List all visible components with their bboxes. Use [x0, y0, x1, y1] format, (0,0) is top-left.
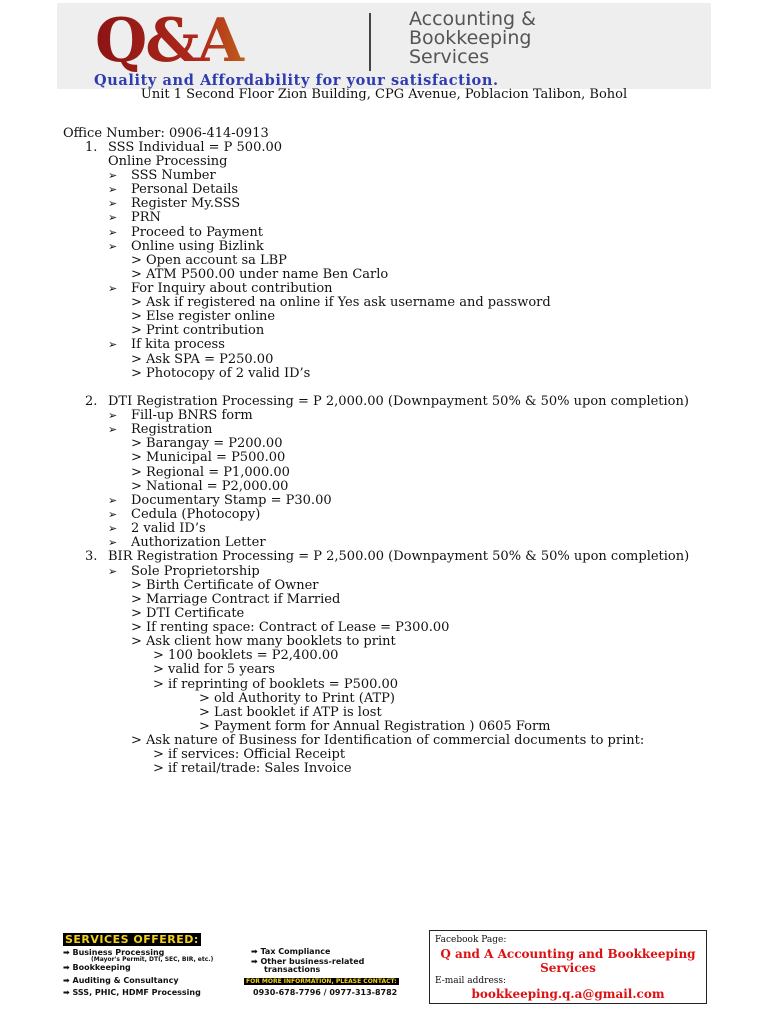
requirement-item [108, 240, 264, 254]
detail-line [153, 748, 345, 762]
requirement-item [108, 536, 266, 550]
service-item: ➡ Business Processing [63, 948, 165, 957]
detail-line [131, 635, 396, 649]
facebook-label: Facebook Page: [435, 935, 507, 945]
service-item: ➡ Tax Compliance [251, 947, 331, 956]
line-text: > Print contribution [131, 323, 265, 338]
line-text: If kita process [131, 337, 225, 352]
service-item-cont: transactions [264, 965, 321, 974]
letterhead [57, 3, 711, 89]
tagline: Quality and Affordability for your satisfaction. [94, 72, 499, 89]
detail-line [131, 437, 282, 451]
requirement-item [108, 423, 212, 437]
line-text: > Municipal = P500.00 [131, 450, 286, 465]
detail-line [131, 353, 273, 367]
header-divider [369, 13, 371, 71]
contact-box [429, 930, 707, 1004]
line-text: > Marriage Contract if Married [131, 592, 341, 607]
arrow-bullet-icon: ➢ [108, 226, 118, 239]
line-text: > Photocopy of 2 valid ID’s [131, 366, 311, 381]
detail-line [199, 706, 382, 720]
company-name-line-2: Bookkeeping [409, 27, 532, 49]
line-text: > Payment form for Annual Registration ) 0605 Form [199, 719, 551, 734]
line-text: Online using Bizlink [131, 239, 264, 254]
arrow-bullet-icon: ➢ [108, 169, 118, 182]
requirement-item [108, 522, 206, 536]
service-item: ➡ Bookkeeping [63, 963, 131, 972]
line-text: Sole Proprietorship [131, 564, 260, 579]
detail-line [131, 268, 388, 282]
arrow-bullet-icon: ➢ [108, 565, 118, 578]
requirement-item [108, 338, 225, 352]
facebook-page-name: Q and A Accounting and Bookkeeping [440, 947, 696, 961]
line-text: > Ask client how many booklets to print [131, 634, 396, 649]
line-text: SSS Individual = P 500.00 [108, 140, 283, 155]
line-text: BIR Registration Processing = P 2,500.00 (Downpayment 50% & 50% upon completion) [108, 549, 690, 564]
services-offered-title: SERVICES OFFERED: [65, 933, 199, 946]
arrow-bullet-icon: ➢ [108, 183, 118, 196]
detail-line [131, 324, 264, 338]
arrow-bullet-icon: ➢ [108, 494, 118, 507]
detail-line [153, 649, 338, 663]
office-address: Unit 1 Second Floor Zion Building, CPG Avenue, Poblacion Talibon, Bohol [140, 87, 628, 102]
arrow-bullet-icon: ➢ [108, 240, 118, 253]
arrow-bullet-icon: ➢ [108, 338, 118, 351]
company-name [409, 10, 536, 67]
line-text: > if services: Official Receipt [153, 747, 346, 762]
line-text: Registration [131, 422, 213, 437]
line-text: > Ask SPA = P250.00 [131, 352, 274, 367]
line-text: > National = P2,000.00 [131, 479, 289, 494]
facebook-page-name-cont: Services [540, 961, 596, 975]
detail-line [153, 762, 352, 776]
service-item: ➡ SSS, PHIC, HDMF Processing [63, 988, 201, 997]
detail-line [131, 593, 340, 607]
company-logo [95, 5, 335, 77]
logo-text: Q&A [95, 5, 335, 77]
detail-line [153, 663, 275, 677]
line-text: PRN [131, 210, 161, 225]
arrow-bullet-icon: ➢ [108, 282, 118, 295]
arrow-bullet-icon: ➢ [108, 508, 118, 521]
line-text: > DTI Certificate [131, 606, 245, 621]
list-number: 2. [85, 394, 98, 409]
line-text: > Regional = P1,000.00 [131, 465, 290, 480]
arrow-bullet-icon: ➢ [108, 522, 118, 535]
company-name-line-1: Accounting & [409, 8, 536, 30]
line-text: > Open account sa LBP [131, 253, 287, 268]
detail-line [131, 254, 287, 268]
line-text: > ATM P500.00 under name Ben Carlo [131, 267, 389, 282]
email-address[interactable]: bookkeeping.q.a@gmail.com [471, 987, 665, 1001]
line-text: > Birth Certificate of Owner [131, 578, 319, 593]
detail-line [199, 692, 395, 706]
line-text: Fill-up BNRS form [131, 408, 253, 423]
requirement-item [108, 169, 216, 183]
requirement-item [108, 183, 238, 197]
detail-line [131, 480, 288, 494]
detail-line [131, 367, 310, 381]
line-text: For Inquiry about contribution [131, 281, 333, 296]
services-offered-banner [63, 930, 423, 1002]
detail-line [131, 734, 644, 748]
service-heading [85, 550, 689, 564]
line-text: > if reprinting of booklets = P500.00 [153, 677, 399, 692]
requirement-item [108, 197, 240, 211]
line-text: Online Processing [108, 154, 228, 169]
service-item-note: (Mayor's Permit, DTI, SEC, BIR, etc.) [91, 956, 214, 963]
line-text: > If renting space: Contract of Lease = P300.00 [131, 620, 450, 635]
detail-line [131, 579, 319, 593]
arrow-bullet-icon: ➢ [108, 536, 118, 549]
line-text: SSS Number [131, 168, 216, 183]
line-text: Authorization Letter [131, 535, 266, 550]
line-text: > if retail/trade: Sales Invoice [153, 761, 352, 776]
detail-line [131, 310, 275, 324]
contact-phones: 0930-678-7796 / 0977-313-8782 [253, 988, 398, 997]
line-text: > old Authority to Print (ATP) [199, 691, 395, 706]
arrow-bullet-icon: ➢ [108, 197, 118, 210]
line-text: 2 valid ID’s [131, 521, 206, 536]
line-text: > Last booklet if ATP is lost [199, 705, 382, 720]
line-text: Proceed to Payment [131, 225, 263, 240]
line-text: Personal Details [131, 182, 239, 197]
requirement-item [108, 508, 260, 522]
detail-line [199, 720, 551, 734]
line-text: > 100 booklets = P2,400.00 [153, 648, 339, 663]
company-name-line-3: Services [409, 46, 490, 68]
line-text: > Ask nature of Business for Identification of commercial documents to print: [131, 733, 645, 748]
detail-line [108, 155, 228, 169]
requirement-item [108, 226, 263, 240]
detail-line [131, 296, 551, 310]
requirement-item [108, 282, 333, 296]
detail-line [131, 451, 285, 465]
requirement-item [108, 494, 332, 508]
email-label: E-mail address: [435, 976, 507, 986]
detail-line [131, 466, 290, 480]
list-number: 3. [85, 549, 98, 564]
line-text: Documentary Stamp = P30.00 [131, 493, 332, 508]
line-text: > Barangay = P200.00 [131, 436, 283, 451]
detail-line [131, 607, 244, 621]
line-text: > Ask if registered na online if Yes ask username and password [131, 295, 551, 310]
list-number: 1. [85, 140, 98, 155]
requirement-item [108, 565, 260, 579]
requirement-item [108, 409, 253, 423]
office-number: Office Number: 0906-414-0913 [63, 126, 269, 141]
service-item: ➡ Other business-related [251, 957, 365, 966]
arrow-bullet-icon: ➢ [108, 211, 118, 224]
line-text: Register My.SSS [131, 196, 241, 211]
arrow-bullet-icon: ➢ [108, 423, 118, 436]
line-text: DTI Registration Processing = P 2,000.00 (Downpayment 50% & 50% upon completion) [108, 394, 689, 409]
service-heading [85, 141, 282, 155]
service-heading [85, 395, 689, 409]
detail-line [153, 678, 398, 692]
service-item: ➡ Auditing & Consultancy [63, 976, 179, 985]
line-text: > valid for 5 years [153, 662, 275, 677]
arrow-bullet-icon: ➢ [108, 409, 118, 422]
more-info-label: FOR MORE INFORMATION, PLEASE CONTACT: [246, 978, 397, 985]
line-text: Cedula (Photocopy) [131, 507, 261, 522]
detail-line [131, 621, 449, 635]
requirement-item [108, 211, 161, 225]
line-text: > Else register online [131, 309, 276, 324]
